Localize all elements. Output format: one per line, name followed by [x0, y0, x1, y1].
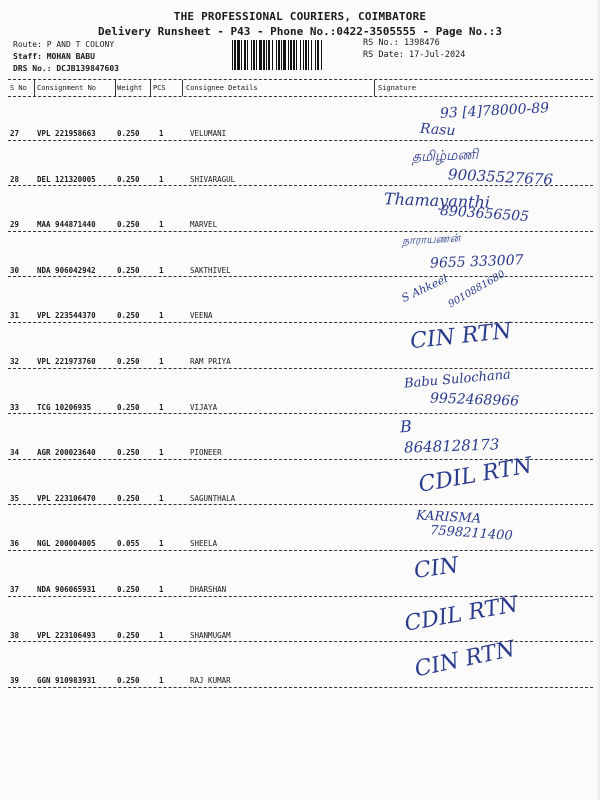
runsheet-title: THE PROFESSIONAL COURIERS, COIMBATORE: [173, 10, 427, 23]
table-row: [0, 636, 600, 693]
header-top-rule: [8, 79, 593, 80]
handwritten-signature: CDIL RTN: [402, 591, 521, 637]
handwritten-signature: தமிழ்மணி: [411, 146, 479, 165]
row-divider: [8, 504, 593, 505]
consignee-name-cell: MARVEL: [190, 220, 218, 230]
handwritten-signature: 7598211400: [429, 523, 514, 545]
consignment-number-cell: VPL 221958663: [37, 129, 96, 138]
handwritten-signature: 8648128173: [403, 435, 500, 457]
consignment-number-cell: DEL 121320005: [37, 174, 96, 184]
consignment-number-cell: MAA 944871440: [37, 220, 96, 230]
pcs-cell: 1: [159, 676, 164, 686]
consignment-number-cell: AGR 200023640: [37, 448, 96, 458]
serial-number-cell: 32: [10, 357, 20, 366]
serial-number-cell: 36: [10, 539, 20, 549]
consignment-number-cell: NDA 906065931: [37, 585, 96, 594]
consignee-name-cell: VELUMANI: [190, 129, 227, 138]
handwritten-signature: CDIL RTN: [416, 453, 535, 498]
column-header-signature: Signature: [378, 84, 416, 92]
serial-number-cell: 27: [10, 129, 20, 138]
column-header-sno: S No: [10, 84, 27, 92]
column-divider: [150, 80, 151, 96]
table-row: [0, 510, 600, 556]
pcs-cell: 1: [159, 493, 164, 503]
consignee-name-cell: SHEELA: [190, 539, 218, 549]
column-header-consignee: Consignee Details: [186, 84, 258, 92]
serial-number-cell: 34: [10, 448, 20, 458]
column-divider: [182, 80, 183, 96]
serial-number-cell: 29: [10, 220, 20, 230]
pcs-cell: 1: [159, 630, 164, 640]
handwritten-signature: CIN RTN: [412, 636, 518, 683]
consignment-number-cell: NGL 200004005: [37, 539, 96, 549]
column-header-pcs: PCS: [153, 84, 166, 92]
handwritten-signature: 9655 333007: [429, 252, 524, 272]
consignment-number-cell: TCG 10206935: [37, 402, 92, 412]
staff-label: Staff: MOHAN BABU: [13, 52, 95, 61]
weight-cell: 0.250: [117, 676, 140, 686]
rs-date: RS Date: 17-Jul-2024: [363, 50, 466, 60]
row-divider: [8, 231, 593, 232]
route-label: Route: P AND T COLONY: [13, 40, 115, 49]
column-divider: [34, 80, 35, 96]
runsheet-subtitle: Delivery Runsheet - P43 - Phone No.:0422-3505555 - Page No.:3: [98, 25, 502, 38]
table-row: [0, 100, 600, 146]
serial-number-cell: 39: [10, 676, 20, 686]
weight-cell: 0.250: [117, 402, 140, 412]
serial-number-cell: 38: [10, 630, 20, 640]
consignee-name-cell: PIONEER: [190, 448, 222, 458]
consignment-number-cell: VPL 221973760: [37, 357, 96, 366]
handwritten-signature: நாராயணன்: [401, 231, 461, 248]
weight-cell: 0.250: [117, 630, 140, 640]
handwritten-signature: B: [399, 416, 413, 437]
consignee-name-cell: VEENA: [190, 311, 213, 321]
row-divider: [8, 413, 593, 414]
handwritten-signature: KARISMA: [415, 508, 482, 528]
handwritten-signature: 9010881680: [446, 269, 508, 311]
pcs-cell: 1: [159, 220, 164, 230]
weight-cell: 0.055: [117, 539, 140, 549]
serial-number-cell: 37: [10, 585, 20, 594]
barcode-bar: [322, 40, 323, 70]
rs-number: RS No.: 1398476: [363, 38, 440, 48]
row-divider: [8, 687, 593, 688]
handwritten-signature: S Ahkeel: [399, 272, 450, 306]
pcs-cell: 1: [159, 357, 164, 366]
column-header-consignment: Consignment No: [37, 84, 97, 92]
table-row: [0, 191, 600, 237]
weight-cell: 0.250: [117, 357, 140, 366]
serial-number-cell: 31: [10, 311, 20, 321]
consignment-number-cell: VPL 223106470: [37, 493, 96, 503]
handwritten-signature: Rasu: [419, 120, 456, 140]
consignment-number-cell: VPL 223106493: [37, 630, 96, 640]
row-divider: [8, 550, 593, 551]
weight-cell: 0.250: [117, 174, 140, 184]
serial-number-cell: 28: [10, 174, 20, 184]
consignee-name-cell: VIJAYA: [190, 402, 218, 412]
consignment-number-cell: VPL 223544370: [37, 311, 96, 321]
pcs-cell: 1: [159, 402, 164, 412]
consignee-name-cell: SHANMUGAM: [190, 630, 231, 640]
pcs-cell: 1: [159, 174, 164, 184]
consignee-name-cell: RAJ KUMAR: [190, 676, 231, 686]
column-divider: [374, 80, 375, 96]
scan-edge-shadow: [596, 0, 600, 800]
handwritten-signature: CIN: [412, 553, 461, 584]
weight-cell: 0.250: [117, 265, 140, 275]
weight-cell: 0.250: [117, 129, 140, 138]
weight-cell: 0.250: [117, 585, 140, 594]
consignee-name-cell: SHIVARAGUL: [190, 174, 236, 184]
pcs-cell: 1: [159, 129, 164, 138]
pcs-cell: 1: [159, 265, 164, 275]
drs-number: DRS No.: DCJB139847603: [13, 64, 119, 73]
pcs-cell: 1: [159, 311, 164, 321]
handwritten-signature: Thamayanthi: [383, 189, 491, 213]
handwritten-signature: 8903656505: [439, 203, 530, 226]
consignee-name-cell: RAM PRIYA: [190, 357, 231, 366]
weight-cell: 0.250: [117, 448, 140, 458]
serial-number-cell: 35: [10, 493, 20, 503]
consignee-name-cell: SAGUNTHALA: [190, 493, 236, 503]
table-row: [0, 366, 600, 420]
handwritten-signature: Babu Sulochana: [403, 366, 512, 392]
header-bottom-rule: [8, 96, 593, 97]
handwritten-signature: 93 [4]78000-89: [439, 100, 550, 122]
weight-cell: 0.250: [117, 220, 140, 230]
column-divider: [115, 80, 116, 96]
table-row: [0, 146, 600, 192]
handwritten-signature: CIN RTN: [408, 318, 513, 355]
serial-number-cell: 33: [10, 402, 20, 412]
column-header-weight: Weight: [117, 84, 143, 92]
pcs-cell: 1: [159, 539, 164, 549]
weight-cell: 0.250: [117, 493, 140, 503]
handwritten-signature: 90035527676: [447, 164, 554, 189]
barcode: [232, 40, 357, 70]
consignee-name-cell: DHARSHAN: [190, 585, 227, 594]
row-divider: [8, 185, 593, 186]
row-divider: [8, 140, 593, 141]
serial-number-cell: 30: [10, 265, 20, 275]
consignment-number-cell: GGN 910983931: [37, 676, 96, 686]
handwritten-signature: 9952468966: [429, 390, 520, 410]
consignment-number-cell: NDA 906042942: [37, 265, 96, 275]
table-row: [0, 231, 600, 283]
weight-cell: 0.250: [117, 311, 140, 321]
consignee-name-cell: SAKTHIVEL: [190, 265, 231, 275]
pcs-cell: 1: [159, 448, 164, 458]
pcs-cell: 1: [159, 585, 164, 594]
